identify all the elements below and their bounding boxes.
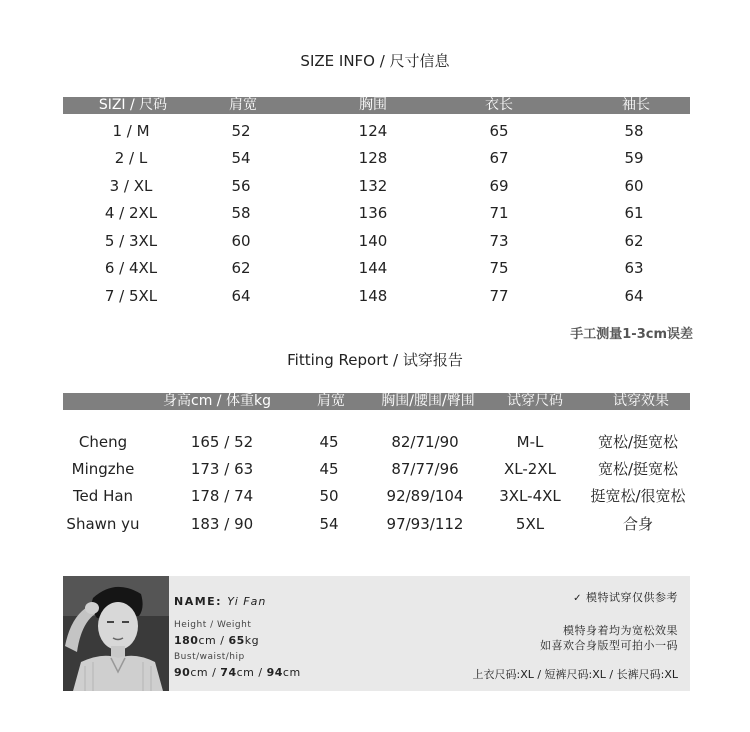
cell-name: Mingzhe bbox=[71, 460, 135, 478]
cell-length: 71 bbox=[489, 204, 509, 222]
cell-shoulder: 58 bbox=[231, 204, 251, 222]
cell-name: Ted Han bbox=[72, 487, 134, 505]
disclaimer-line bbox=[573, 589, 678, 605]
table-row bbox=[63, 255, 690, 281]
cell-try-size: 5XL bbox=[515, 515, 545, 533]
cell-shoulder: 54 bbox=[231, 149, 251, 167]
table-row bbox=[63, 456, 690, 482]
cell-height-weight: 173 / 63 bbox=[190, 460, 254, 478]
bust-waist-hip-value: 90cm / 74cm / 94cm bbox=[174, 666, 301, 679]
cell-chest: 136 bbox=[358, 204, 388, 222]
cell-shoulder: 50 bbox=[319, 487, 339, 505]
cell-size: 4 / 2XL bbox=[104, 204, 158, 222]
cell-name: Cheng bbox=[78, 433, 128, 451]
model-name-line bbox=[174, 590, 266, 609]
cell-shoulder: 56 bbox=[231, 177, 251, 195]
cell-length: 75 bbox=[489, 259, 509, 277]
table-row bbox=[63, 511, 690, 537]
cell-sleeve: 63 bbox=[624, 259, 644, 277]
cell-height-weight: 183 / 90 bbox=[190, 515, 254, 533]
cell-shoulder: 62 bbox=[231, 259, 251, 277]
table-row bbox=[63, 173, 690, 199]
table-row bbox=[63, 429, 690, 455]
height-weight-label: Height / Weight bbox=[174, 620, 252, 630]
fitting-report-title: Fitting Report / 试穿报告 bbox=[287, 351, 463, 369]
fitting-table-header bbox=[63, 393, 690, 410]
name-label: NAME: bbox=[174, 595, 223, 608]
model-card bbox=[63, 576, 690, 691]
cell-length: 69 bbox=[489, 177, 509, 195]
cell-chest: 140 bbox=[358, 232, 388, 250]
cell-length: 67 bbox=[489, 149, 509, 167]
cell-bwh: 87/77/96 bbox=[391, 460, 459, 478]
table-row bbox=[63, 283, 690, 309]
bust-waist-hip-label: Bust/waist/hip bbox=[174, 652, 245, 662]
table-row bbox=[63, 483, 690, 509]
cell-sleeve: 58 bbox=[624, 122, 644, 140]
cell-sleeve: 61 bbox=[624, 204, 644, 222]
weight-value: 65 bbox=[228, 634, 245, 647]
check-icon: ✓ bbox=[573, 593, 582, 604]
cell-shoulder: 45 bbox=[319, 460, 339, 478]
disclaimer-text: 模特试穿仅供参考 bbox=[586, 591, 678, 604]
table-row bbox=[63, 118, 690, 144]
cell-size: 3 / XL bbox=[109, 177, 153, 195]
header-size: SIZI / 尺码 bbox=[98, 97, 168, 113]
cell-shoulder: 52 bbox=[231, 122, 251, 140]
cell-size: 1 / M bbox=[112, 122, 150, 140]
waist-value: 74 bbox=[220, 666, 237, 679]
bust-value: 90 bbox=[174, 666, 191, 679]
model-photo bbox=[63, 576, 169, 691]
cell-try-effect: 宽松/挺宽松 bbox=[597, 433, 679, 451]
cell-chest: 128 bbox=[358, 149, 388, 167]
cell-try-effect: 宽松/挺宽松 bbox=[597, 460, 679, 478]
header-try-size: 试穿尺码 bbox=[507, 393, 563, 409]
table-row bbox=[63, 200, 690, 226]
cell-shoulder: 64 bbox=[231, 287, 251, 305]
cell-name: Shawn yu bbox=[66, 515, 140, 533]
cell-try-effect: 合身 bbox=[622, 515, 654, 533]
header-length: 衣长 bbox=[485, 97, 513, 113]
measurement-note: 手工测量1-3cm误差 bbox=[570, 327, 693, 342]
header-chest: 胸围 bbox=[359, 97, 387, 113]
size-table-header bbox=[63, 97, 690, 114]
cell-bwh: 97/93/112 bbox=[386, 515, 464, 533]
height-value: 180 bbox=[174, 634, 199, 647]
cell-try-size: XL-2XL bbox=[504, 460, 556, 478]
cell-shoulder: 60 bbox=[231, 232, 251, 250]
table-row bbox=[63, 145, 690, 171]
cell-length: 65 bbox=[489, 122, 509, 140]
cell-size: 7 / 5XL bbox=[104, 287, 158, 305]
cell-try-size: M-L bbox=[516, 433, 544, 451]
header-try-effect: 试穿效果 bbox=[613, 393, 669, 409]
cell-height-weight: 178 / 74 bbox=[190, 487, 254, 505]
cell-chest: 132 bbox=[358, 177, 388, 195]
cell-chest: 148 bbox=[358, 287, 388, 305]
cell-try-effect: 挺宽松/很宽松 bbox=[590, 487, 686, 505]
cell-sleeve: 62 bbox=[624, 232, 644, 250]
cell-length: 77 bbox=[489, 287, 509, 305]
cell-length: 73 bbox=[489, 232, 509, 250]
cell-bwh: 92/89/104 bbox=[386, 487, 464, 505]
cell-height-weight: 165 / 52 bbox=[190, 433, 254, 451]
fit-note-2: 如喜欢合身版型可拍小一码 bbox=[540, 639, 678, 652]
header-shoulder: 肩宽 bbox=[229, 97, 257, 113]
cell-size: 5 / 3XL bbox=[104, 232, 158, 250]
cell-try-size: 3XL-4XL bbox=[499, 487, 561, 505]
cell-size: 2 / L bbox=[114, 149, 148, 167]
fit-note-1: 模特身着均为宽松效果 bbox=[563, 624, 678, 637]
height-weight-value: 180cm / 65kg bbox=[174, 634, 260, 647]
cell-shoulder: 45 bbox=[319, 433, 339, 451]
header-sleeve: 袖长 bbox=[622, 97, 650, 113]
cell-size: 6 / 4XL bbox=[104, 259, 158, 277]
header-shoulder: 肩宽 bbox=[317, 393, 345, 409]
cell-sleeve: 64 bbox=[624, 287, 644, 305]
header-height-weight: 身高cm / 体重kg bbox=[163, 393, 271, 409]
cell-chest: 144 bbox=[358, 259, 388, 277]
model-sizes: 上衣尺码:XL / 短裤尺码:XL / 长裤尺码:XL bbox=[472, 668, 678, 681]
size-info-title: SIZE INFO / 尺寸信息 bbox=[300, 52, 450, 70]
cell-sleeve: 59 bbox=[624, 149, 644, 167]
table-row bbox=[63, 228, 690, 254]
cell-shoulder: 54 bbox=[319, 515, 339, 533]
header-bwh: 胸围/腰围/臀围 bbox=[381, 393, 475, 409]
hip-value: 94 bbox=[266, 666, 283, 679]
cell-chest: 124 bbox=[358, 122, 388, 140]
cell-bwh: 82/71/90 bbox=[391, 433, 459, 451]
model-name: Yi Fan bbox=[227, 595, 267, 608]
cell-sleeve: 60 bbox=[624, 177, 644, 195]
